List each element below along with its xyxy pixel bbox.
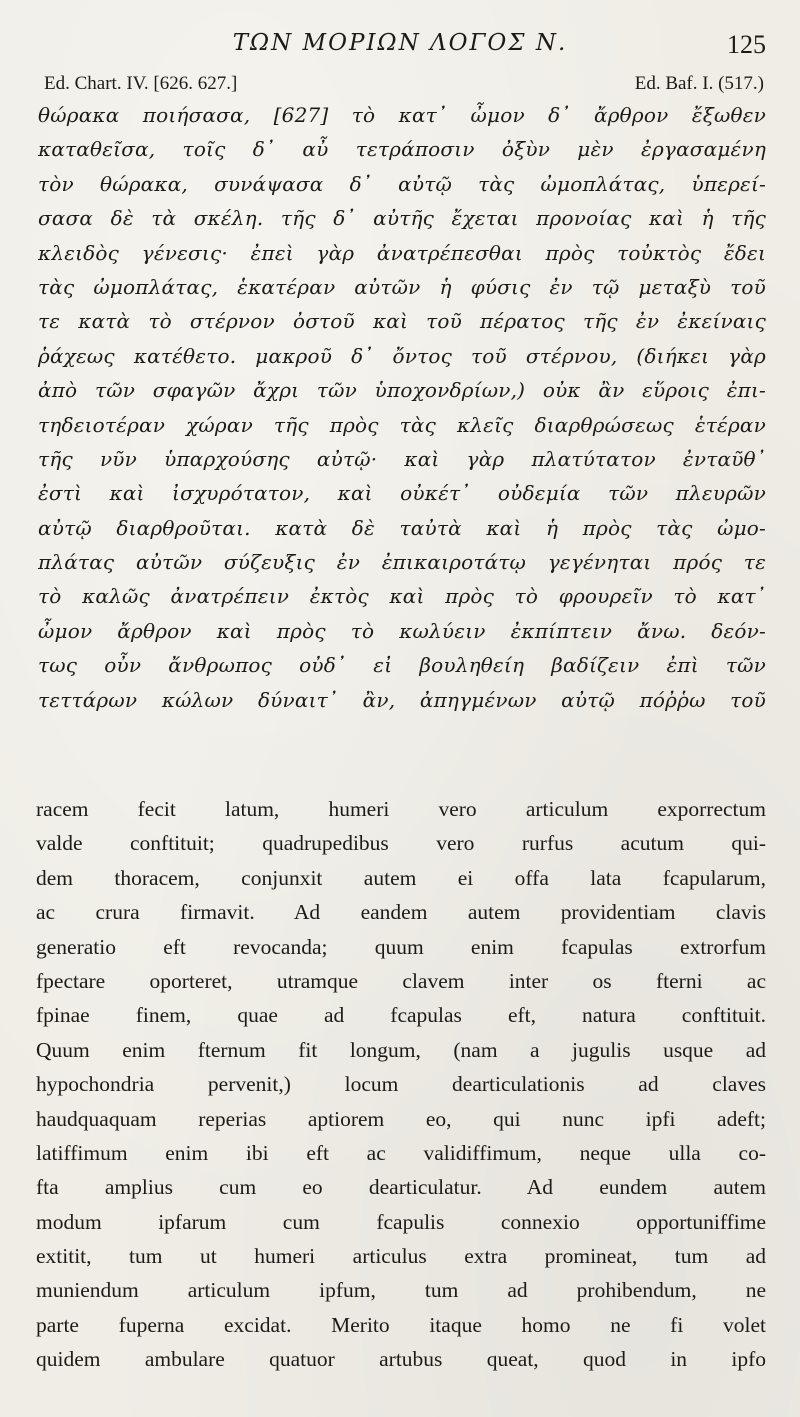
greek-line: τηδειοτέραν χώραν τῆς πρὸς τὰς κλεῖς διαρθρώσεως ἑτέραν — [38, 412, 766, 437]
greek-line: κλειδὸς γένεσις· ἐπεὶ γὰρ ἀνατρέπεσθαι πρὸς τοὐκτὸς ἔδει — [38, 240, 766, 265]
greek-line: ἐστὶ καὶ ἰσχυρότατον, καὶ οὐκέτ᾽ οὐδεμία τῶν πλευρῶν — [38, 481, 766, 506]
greek-line: σασα δὲ τὰ σκέλη. τῆς δ᾽ αὐτῆς ἔχεται προνοίας καὶ ἡ τῆς — [38, 206, 766, 231]
greek-line: αὐτῷ διαρθροῦται. κατὰ δὲ ταὐτὰ καὶ ἡ πρὸς τὰς ὠμο- — [38, 515, 766, 540]
greek-line: τῆς νῦν ὑπαρχούσης αὐτῷ· καὶ γὰρ πλατύτατον ἐνταῦθ᾽ — [38, 446, 766, 471]
latin-line: dem thoracem, conjunxit autem ei offa lata fcapularum, — [36, 865, 766, 890]
latin-line: fpectare oporteret, utramque clavem inter os fterni ac — [36, 968, 766, 993]
latin-line: haudquaquam reperias aptiorem eo, qui nunc ipfi adeft; — [36, 1106, 766, 1131]
greek-line: πλάτας αὐτῶν σύζευξις ἐν ἐπικαιροτάτῳ γεγένηται πρός τε — [38, 550, 766, 575]
running-title: ΤΩΝ ΜΟΡΙΩΝ ΛΟΓΟΣ Ν. — [232, 30, 568, 56]
latin-line: generatio eft revocanda; quum enim fcapulas extrorfum — [36, 934, 766, 959]
greek-line: καταθεῖσα, τοῖς δ᾽ αὖ τετράποσιν ὀξὺν μὲν ἐργασαμένη — [38, 137, 766, 162]
greek-line: τὰς ὠμοπλάτας, ἑκατέραν αὐτῶν ἡ φύσις ἐν τῷ μεταξὺ τοῦ — [38, 274, 766, 299]
greek-line: θώρακα ποιήσασα, [627] τὸ κατ᾽ ὦμον δ᾽ ἄρθρον ἔξωθεν — [38, 103, 766, 127]
greek-line: τεττάρων κώλων δύναιτ᾽ ἂν, ἀπηγμένων αὐτῷ πόῤῥω τοῦ — [38, 687, 766, 712]
edition-reference-left: Ed. Chart. IV. [626. 627.] — [44, 73, 238, 94]
latin-line: racem fecit latum, humeri vero articulum exporrectum — [36, 797, 766, 821]
greek-line: τε κατὰ τὸ στέρνον ὀστοῦ καὶ τοῦ πέρατος τῆς ἐν ἐκείναις — [38, 309, 766, 334]
latin-line: hypochondria pervenit,) locum dearticulationis ad claves — [36, 1072, 766, 1097]
page-number: 125 — [727, 30, 766, 59]
latin-line: valde conftituit; quadrupedibus vero rurfus acutum qui- — [36, 831, 766, 856]
latin-line: extitit, tum ut humeri articulus extra promineat, tum ad — [36, 1244, 766, 1269]
latin-line: latiffimum enim ibi eft ac validiffimum, neque ulla co- — [36, 1140, 766, 1165]
greek-line: ἀπὸ τῶν σφαγῶν ἄχρι τῶν ὑποχονδρίων,) οὐκ ἂν εὕροις ἐπι- — [38, 378, 766, 403]
greek-line: ὦμον ἄρθρον καὶ πρὸς τὸ κωλύειν ἐκπίπτειν ἄνω. δεόν- — [38, 618, 766, 643]
latin-line: fpinae finem, quae ad fcapulas eft, natura conftituit. — [36, 1003, 766, 1028]
latin-line: modum ipfarum cum fcapulis connexio opportuniffime — [36, 1209, 766, 1234]
latin-line: fta amplius cum eo dearticulatur. Ad eundem autem — [36, 1175, 766, 1200]
latin-line: muniendum articulum ipfum, tum ad prohibendum, ne — [36, 1278, 766, 1303]
latin-line: quidem ambulare quatuor artubus queat, quod in ipfo — [36, 1347, 766, 1372]
latin-line: parte fuperna excidat. Merito itaque homo ne fi volet — [36, 1312, 766, 1337]
edition-reference-right: Ed. Baf. I. (517.) — [634, 73, 764, 94]
latin-line: Quum enim fternum fit longum, (nam a jugulis usque ad — [36, 1037, 766, 1062]
latin-line: ac crura firmavit. Ad eandem autem providentiam clavis — [36, 900, 766, 925]
greek-line: τὸν θώρακα, συνάψασα δ᾽ αὐτῷ τὰς ὠμοπλάτας, ὑπερεί- — [38, 171, 766, 196]
greek-line: ῥάχεως κατέθετο. μακροῦ δ᾽ ὄντος τοῦ στέρνου, (διήκει γὰρ — [38, 343, 766, 368]
greek-line: τὸ καλῶς ἀνατρέπειν ἐκτὸς καὶ πρὸς τὸ φρουρεῖν τὸ κατ᾽ — [38, 584, 766, 609]
greek-line: τως οὖν ἄνθρωπος οὐδ᾽ εἰ βουληθείη βαδίζειν ἐπὶ τῶν — [38, 653, 766, 678]
latin-text-block — [36, 792, 766, 1377]
greek-text-block — [38, 98, 766, 717]
